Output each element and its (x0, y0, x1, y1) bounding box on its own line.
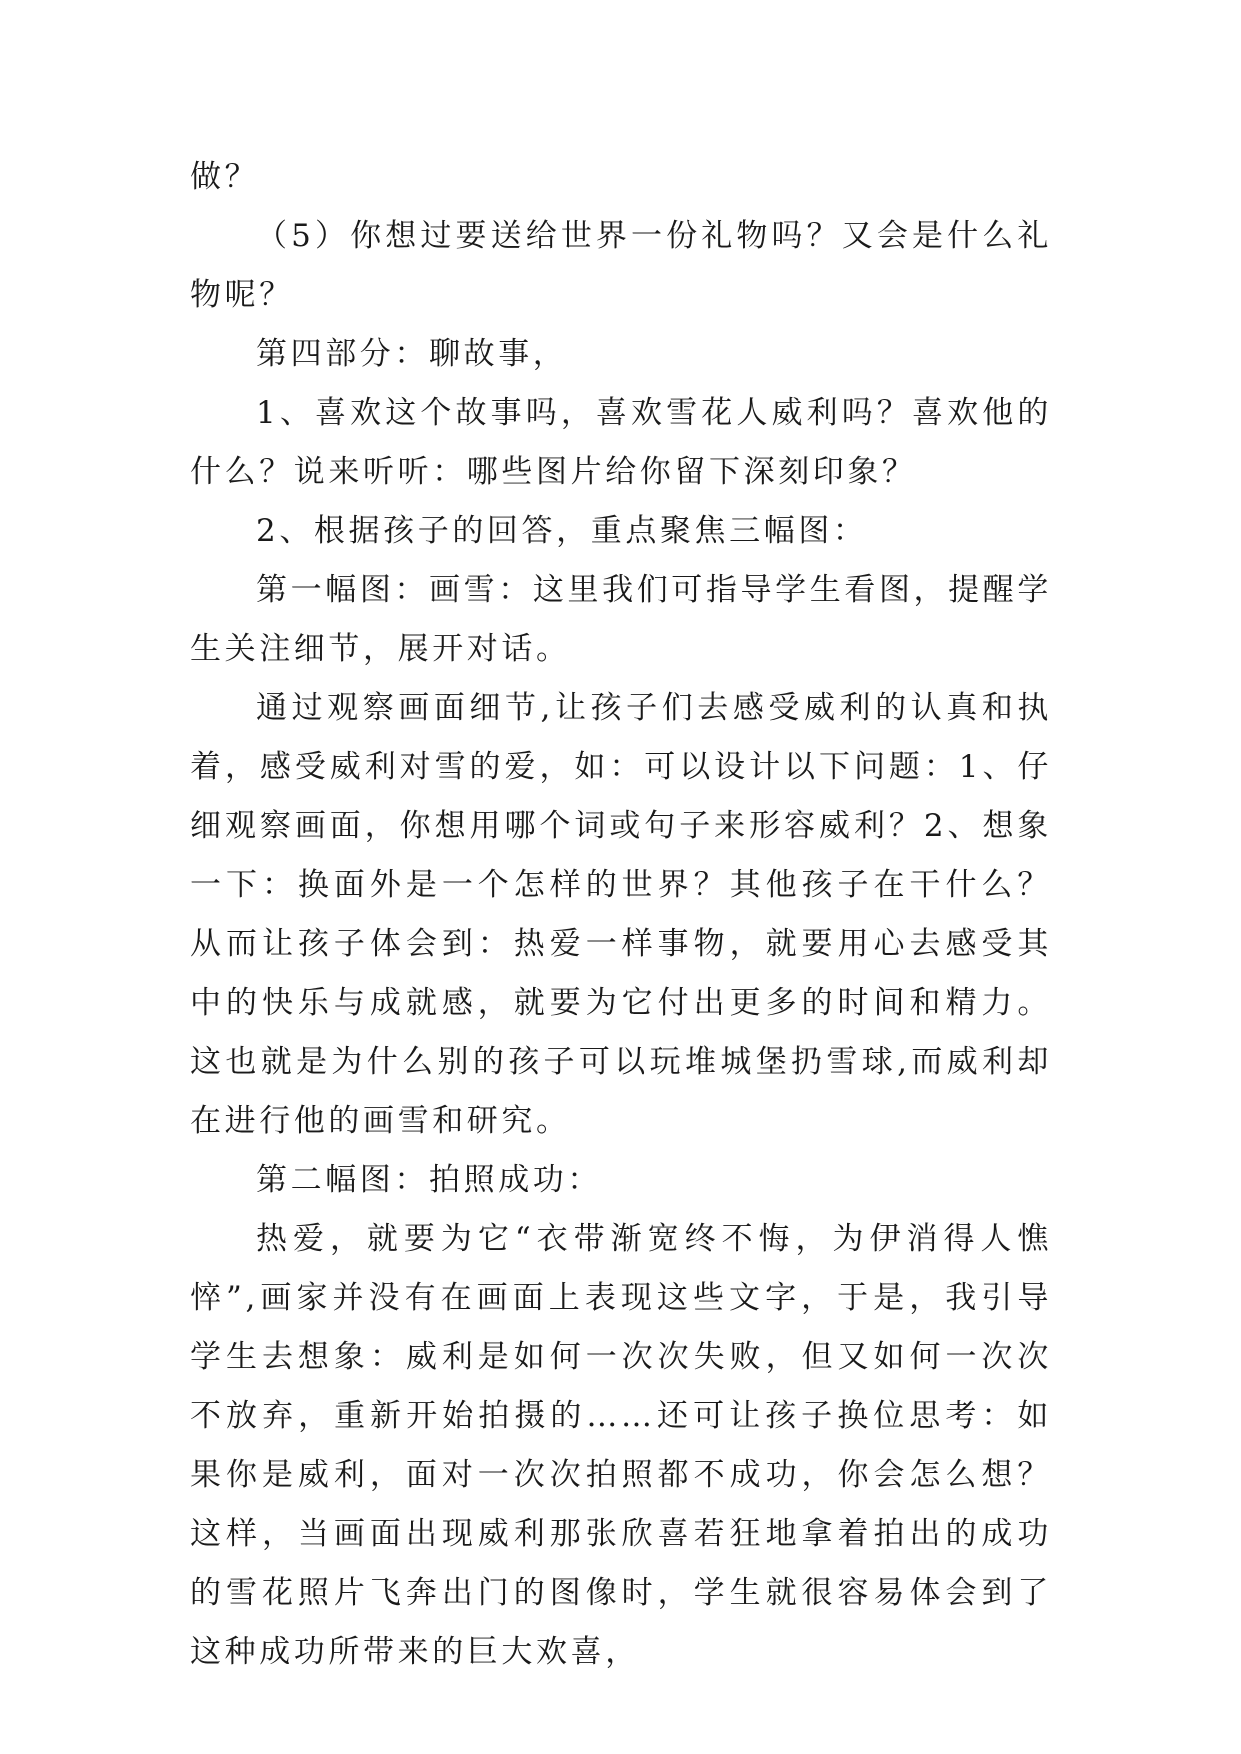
paragraph-2: （5）你想过要送给世界一份礼物吗？又会是什么礼物呢？ (190, 218, 1052, 313)
paragraph-3: 第四部分：聊故事， (256, 336, 568, 372)
paragraph-1: 做？ (190, 159, 260, 195)
paragraph-5: 2、根据孩子的回答，重点聚焦三幅图： (256, 513, 868, 549)
paragraph-9: 热爱，就要为它“衣带渐宽终不悔，为伊消得人憔悴”,画家并没有在画面上表现这些文字，于是，我引导学生去想象：威利是如何一次次失败，但又如何一次次不放弃，重新开始拍摄的……还可让孩子换位思考：如果你是威利，面对一次次拍照都不成功，你会怎么想？这样，当画面出现威利那张欣喜若狂地拿着拍出的成功的雪花照片飞奔出门的图像时，学生就很容易体会到了这种成功所带来的巨大欢喜， (190, 1221, 1052, 1670)
document-body (190, 148, 1052, 1682)
paragraph-7: 通过观察画面细节,让孩子们去感受威利的认真和执着，感受威利对雪的爱，如：可以设计以下问题：1、仔细观察画面，你想用哪个词或句子来形容威利？2、想象一下：换面外是一个怎样的世界？其他孩子在干什么？从而让孩子体会到：热爱一样事物，就要用心去感受其中的快乐与成就感，就要为它付出更多的时间和精力。这也就是为什么别的孩子可以玩堆城堡扔雪球,而威利却在进行他的画雪和研究。 (190, 690, 1052, 1139)
paragraph-8: 第二幅图：拍照成功： (256, 1162, 602, 1198)
paragraph-6: 第一幅图：画雪：这里我们可指导学生看图，提醒学生关注细节，展开对话。 (190, 572, 1052, 667)
paragraph-4: 1、喜欢这个故事吗，喜欢雪花人威利吗？喜欢他的什么？说来听听：哪些图片给你留下深刻印象？ (190, 395, 1052, 490)
